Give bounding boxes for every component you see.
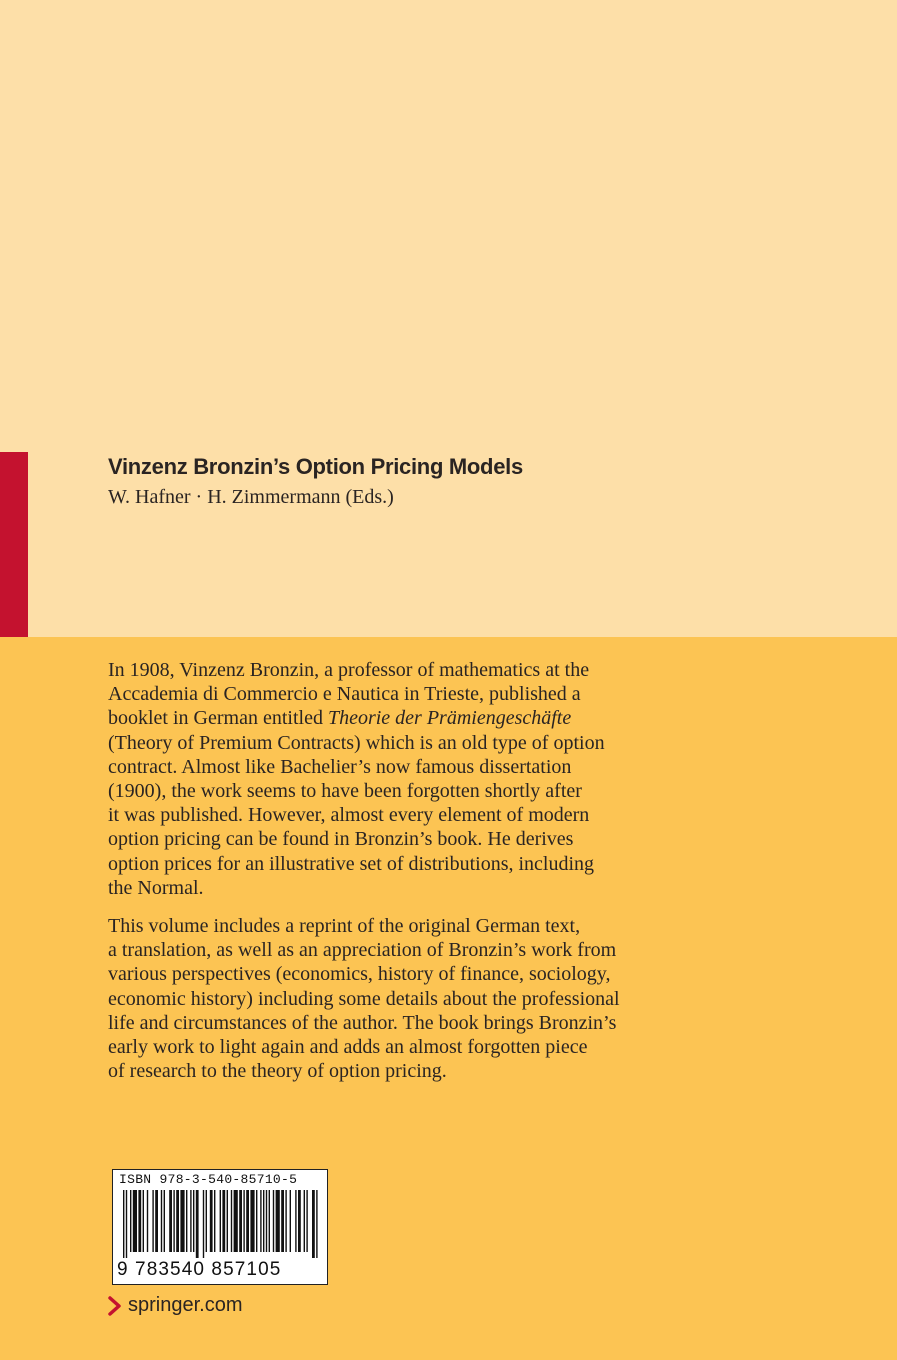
barcode-bar [263,1190,264,1252]
blurb-line: Accademia di Commercio e Nautica in Trieste, published a [108,683,581,706]
barcode-bar [169,1190,172,1252]
blurb-line: various perspectives (economics, history of finance, sociology, [108,963,611,986]
blurb-line: option pricing can be found in Bronzin’s book. He derives [108,828,574,851]
chevron-right-icon [108,1296,122,1316]
barcode-bar [186,1190,187,1252]
barcode-bar [130,1190,131,1252]
barcode-bar [290,1190,291,1252]
barcode-bar [285,1190,286,1252]
barcode-bar [190,1190,191,1252]
blurb-line [108,706,668,730]
blurb-line: economic history) including some details about the professional [108,987,620,1010]
barcode-bar [152,1190,153,1252]
barcode-bar [214,1190,215,1252]
blurb-line: (1900), the work seems to have been forgotten shortly after [108,780,582,803]
barcode-bar [250,1190,254,1252]
blurb-line: option prices for an illustrative set of distributions, including [108,852,595,875]
barcode-bar [173,1190,174,1252]
blurb-line-prefix: booklet in German entitled [108,707,328,730]
blurb-paragraph-1 [108,658,668,900]
barcode-bar [304,1190,305,1252]
blurb-line: it was published. However, almost every element of modern [108,804,590,827]
blurb-paragraph-2 [108,914,668,1083]
barcode-bar [281,1190,284,1252]
barcode-bar [306,1190,307,1252]
barcode-bar [266,1190,267,1252]
blurb-line: the Normal. [108,876,204,899]
barcode-bar [161,1190,162,1252]
barcode-bar [155,1190,158,1252]
barcode-bar [123,1190,124,1258]
barcode-bar [256,1190,257,1252]
barcode-bar [203,1190,204,1258]
isbn-label: ISBN 978-3-540-85710-5 [119,1172,298,1187]
barcode-bar [176,1190,179,1252]
barcode-bar [164,1190,165,1252]
barcode-bar [143,1190,144,1252]
blurb-line: life and circumstances of the author. The book brings Bronzin’s [108,1011,617,1034]
barcode-bars [119,1190,321,1258]
barcode-bar [193,1190,194,1252]
barcode-bar [273,1190,274,1252]
accent-red-bar [0,452,28,637]
barcode-bar [220,1190,221,1252]
blurb-line: In 1908, Vinzenz Bronzin, a professor of mathematics at the [108,659,590,681]
book-title: Vinzenz Bronzin’s Option Pricing Models [108,454,523,479]
german-title: Theorie der Prämiengeschäfte [327,707,572,730]
barcode-bar [312,1190,315,1258]
blurb-line: of research to the theory of option pricing. [108,1060,447,1083]
isbn-barcode [112,1169,328,1285]
barcode-bar [246,1190,249,1252]
barcode-bar [133,1190,137,1252]
publisher-link[interactable] [108,1294,243,1317]
barcode-bar [269,1190,270,1252]
barcode-bar [196,1190,199,1258]
blurb-line: (Theory of Premium Contracts) which is an old type of option [108,731,605,754]
barcode-bar [206,1190,207,1252]
barcode-bar [298,1190,301,1252]
barcode-bar [227,1190,228,1252]
book-blurb [108,658,668,1083]
barcode-bar [316,1190,317,1258]
barcode-bar [138,1190,141,1252]
publisher-website: springer.com [128,1294,243,1316]
barcode-bar [147,1190,148,1252]
barcode-bar [231,1190,232,1252]
barcode-bar [276,1190,280,1252]
barcode-bar [260,1190,261,1252]
barcode-bar [180,1190,184,1252]
book-editors: W. Hafner · H. Zimmermann (Eds.) [108,486,394,508]
barcode-bar [126,1190,127,1258]
blurb-line: a translation, as well as an appreciation of Bronzin’s work from [108,939,617,962]
barcode-digits: 9 783540 857105 [117,1259,282,1280]
blurb-line: early work to light again and adds an almost forgotten piece [108,1036,588,1059]
cover-top-panel [0,0,897,637]
barcode-bar [239,1190,242,1252]
barcode-bar [243,1190,244,1252]
barcode-bar [210,1190,213,1252]
blurb-line: This volume includes a reprint of the original German text, [108,915,581,938]
barcode-bar [222,1190,225,1252]
blurb-line: contract. Almost like Bachelier’s now famous dissertation [108,755,572,778]
barcode-bar [295,1190,296,1252]
barcode-bar [234,1190,238,1252]
